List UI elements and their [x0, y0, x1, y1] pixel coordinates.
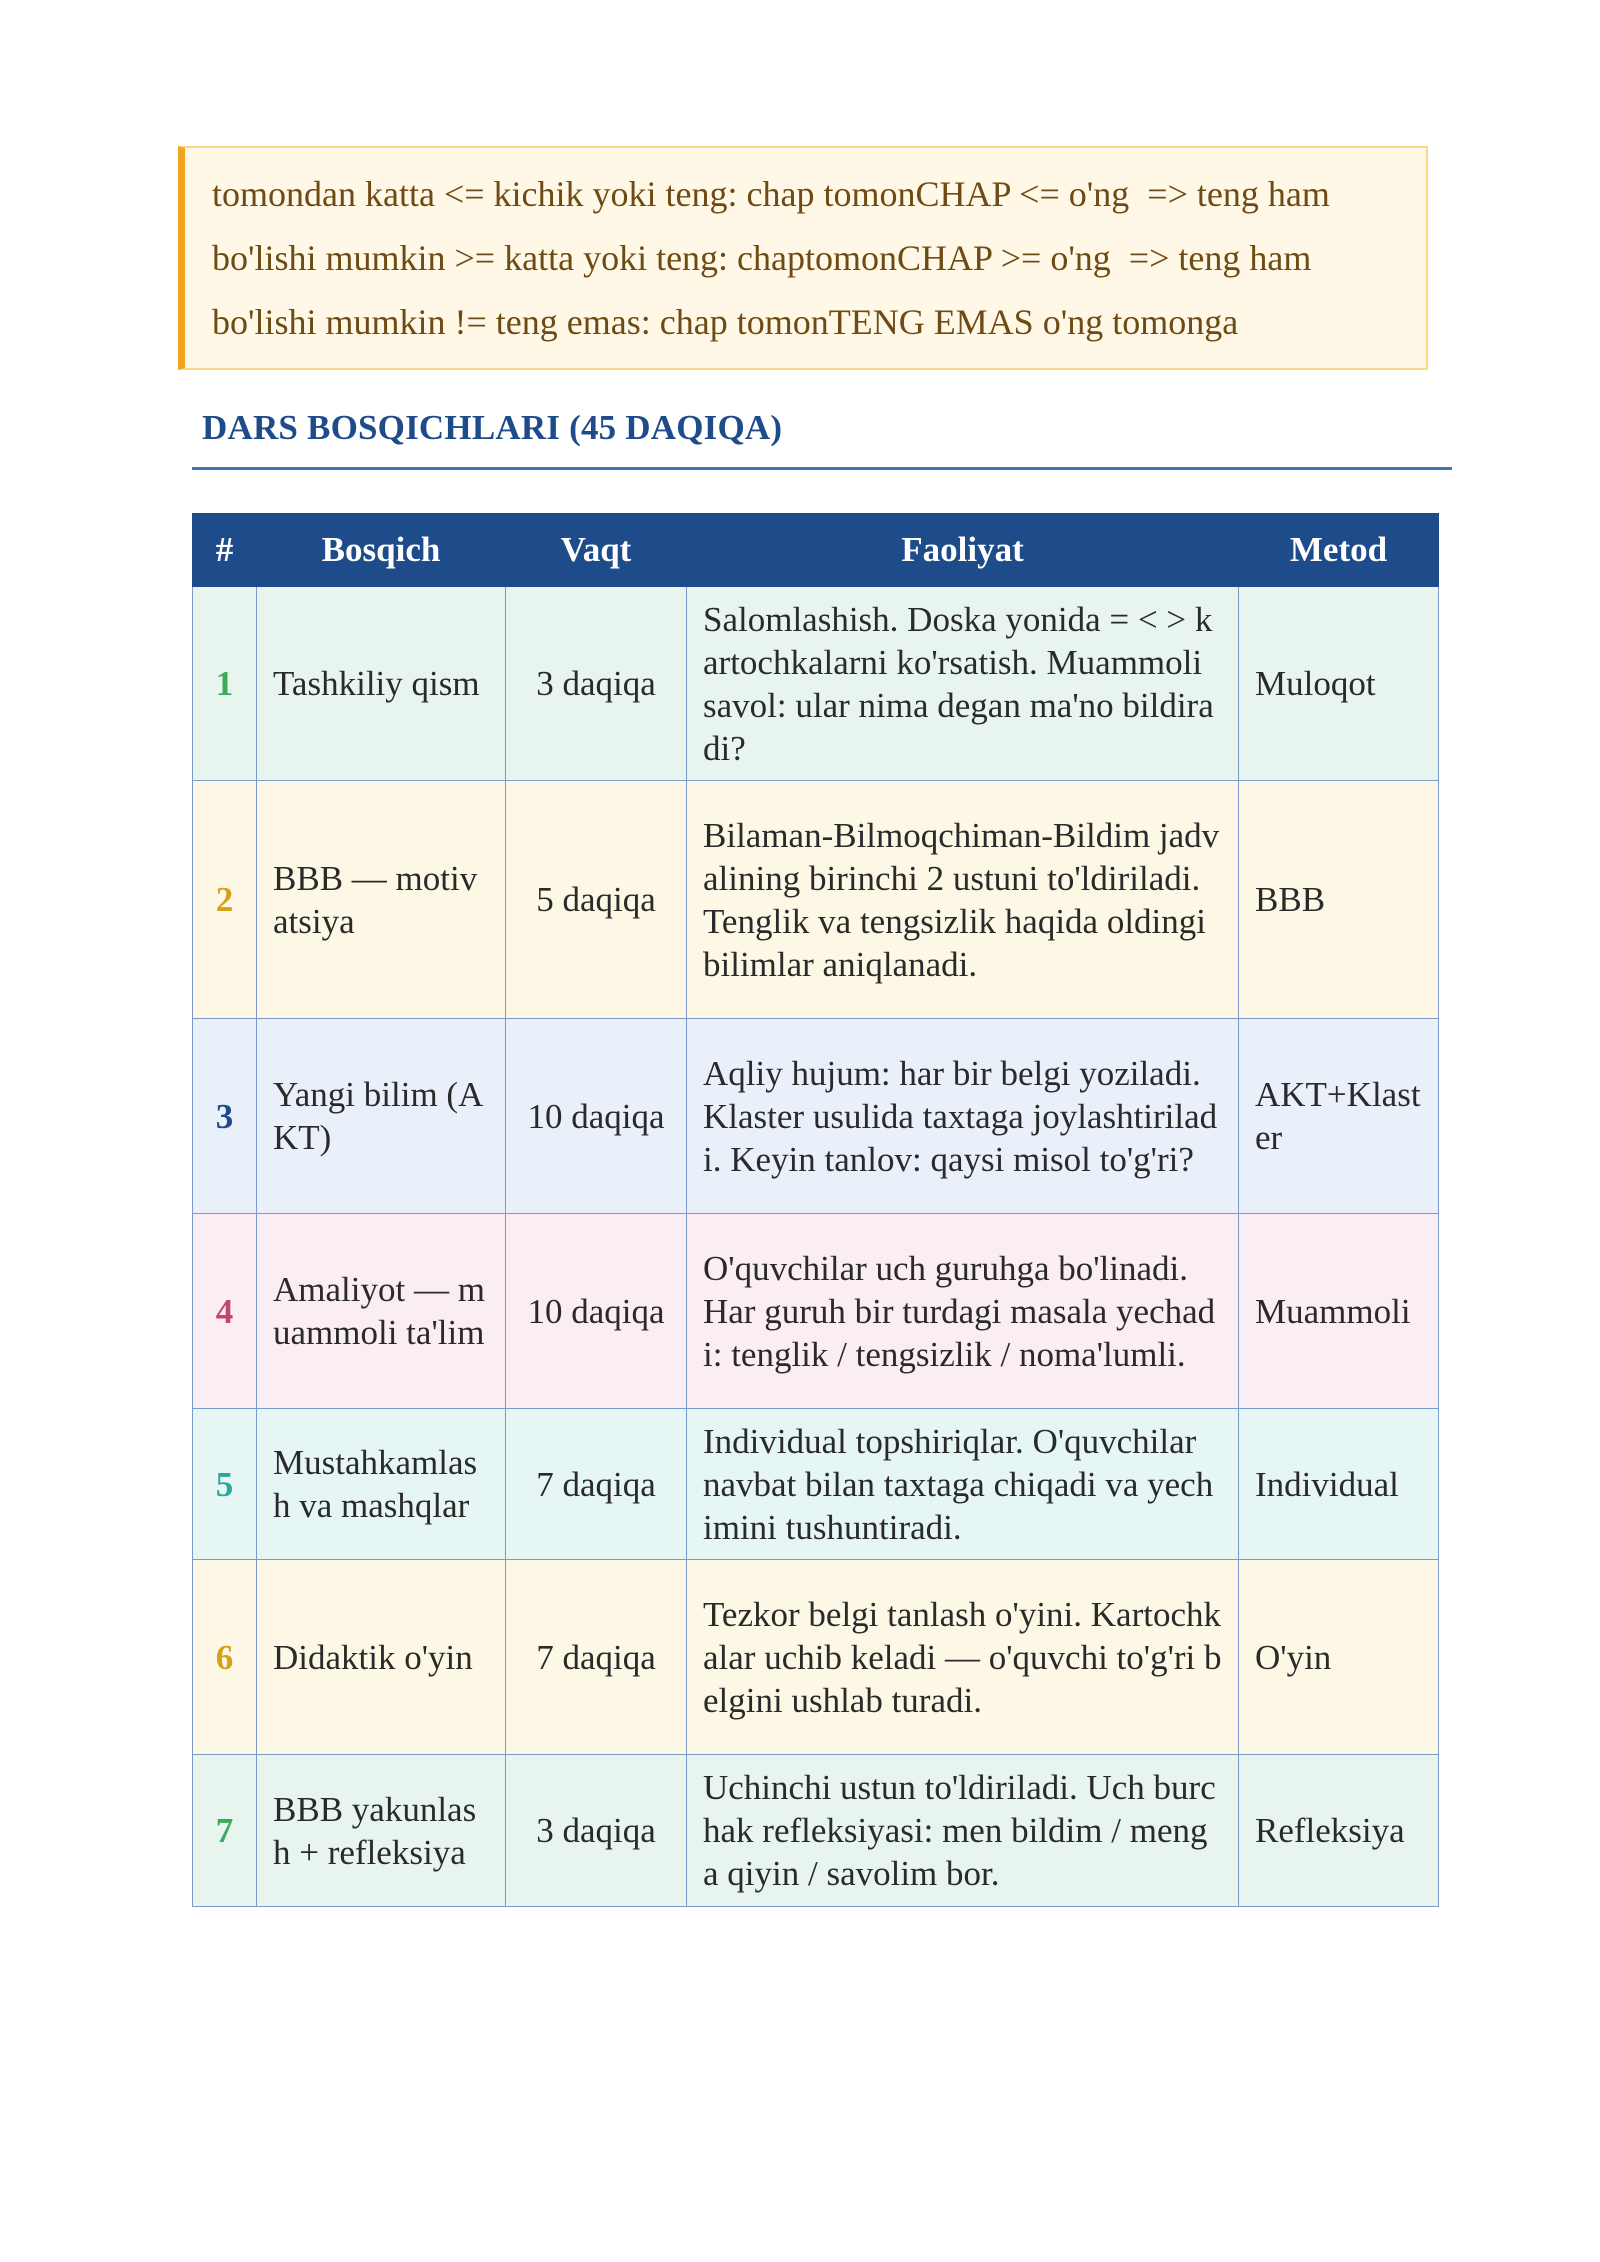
stage-name: Mustahkamlash va mashqlar	[257, 1409, 506, 1560]
column-header-bosqich: Bosqich	[257, 514, 506, 586]
stage-duration: 3 daqiqa	[506, 1755, 687, 1907]
stage-method: AKT+Klaster	[1239, 1019, 1439, 1214]
lesson-stages-table	[192, 513, 1439, 1907]
stage-activity: Tezkor belgi tanlash o'yini. Kartochkalar uchib keladi — o'quvchi to'g'ri belgini ushlab turadi.	[687, 1560, 1239, 1755]
stage-number: 4	[193, 1214, 257, 1409]
stage-number: 2	[193, 781, 257, 1019]
note-line: tomondan katta <= kichik yoki teng: chap tomonCHAP <= o'ng => teng ham	[212, 174, 1330, 214]
stage-activity: O'quvchilar uch guruhga bo'linadi. Har guruh bir turdagi masala yechadi: tenglik / tengsizlik / noma'lumli.	[687, 1214, 1239, 1409]
note-box	[178, 146, 1428, 370]
stage-number: 5	[193, 1409, 257, 1560]
stage-activity: Bilaman-Bilmoqchiman-Bildim jadvalining birinchi 2 ustuni to'ldiriladi. Tenglik va tengsizlik haqida oldingi bilimlar aniqlanadi.	[687, 781, 1239, 1019]
stage-duration: 10 daqiqa	[506, 1214, 687, 1409]
stage-method: Individual	[1239, 1409, 1439, 1560]
stage-name: Didaktik o'yin	[257, 1560, 506, 1755]
table-row	[193, 586, 1439, 781]
table-row	[193, 1214, 1439, 1409]
stage-method: Refleksiya	[1239, 1755, 1439, 1907]
stage-number: 6	[193, 1560, 257, 1755]
table-row	[193, 1560, 1439, 1755]
stage-number: 3	[193, 1019, 257, 1214]
section-title: DARS BOSQICHLARI (45 DAQIQA)	[202, 408, 783, 447]
stage-method: BBB	[1239, 781, 1439, 1019]
stage-duration: 7 daqiqa	[506, 1560, 687, 1755]
stage-name: BBB yakunlash + refleksiya	[257, 1755, 506, 1907]
stage-method: Muloqot	[1239, 586, 1439, 781]
section-divider	[192, 467, 1452, 470]
table-header-row	[193, 514, 1439, 586]
stage-number: 7	[193, 1755, 257, 1907]
stage-name: Yangi bilim (AKT)	[257, 1019, 506, 1214]
table-row	[193, 1019, 1439, 1214]
note-line: bo'lishi mumkin != teng emas: chap tomonTENG EMAS o'ng tomonga	[212, 302, 1239, 342]
stage-duration: 5 daqiqa	[506, 781, 687, 1019]
note-line: bo'lishi mumkin >= katta yoki teng: chaptomonCHAP >= o'ng => teng ham	[212, 238, 1312, 278]
stage-activity: Aqliy hujum: har bir belgi yoziladi. Klaster usulida taxtaga joylashtiriladi. Keyin tanlov: qaysi misol to'g'ri?	[687, 1019, 1239, 1214]
stage-number: 1	[193, 586, 257, 781]
stage-name: Tashkiliy qism	[257, 586, 506, 781]
column-header-number: #	[193, 514, 257, 586]
column-header-faoliyat: Faoliyat	[687, 514, 1239, 586]
column-header-metod: Metod	[1239, 514, 1439, 586]
stage-name: BBB — motivatsiya	[257, 781, 506, 1019]
table-row	[193, 781, 1439, 1019]
column-header-vaqt: Vaqt	[506, 514, 687, 586]
stage-duration: 10 daqiqa	[506, 1019, 687, 1214]
stage-duration: 7 daqiqa	[506, 1409, 687, 1560]
stage-activity: Salomlashish. Doska yonida = < > kartochkalarni ko'rsatish. Muammoli savol: ular nima degan ma'no bildiradi?	[687, 586, 1239, 781]
stage-activity: Individual topshiriqlar. O'quvchilar navbat bilan taxtaga chiqadi va yechimini tushuntiradi.	[687, 1409, 1239, 1560]
table-row	[193, 1755, 1439, 1907]
stage-method: O'yin	[1239, 1560, 1439, 1755]
table-row	[193, 1409, 1439, 1560]
stage-name: Amaliyot — muammoli ta'lim	[257, 1214, 506, 1409]
stage-activity: Uchinchi ustun to'ldiriladi. Uch burchak refleksiyasi: men bildim / menga qiyin / savolim bor.	[687, 1755, 1239, 1907]
stage-duration: 3 daqiqa	[506, 586, 687, 781]
stage-method: Muammoli	[1239, 1214, 1439, 1409]
